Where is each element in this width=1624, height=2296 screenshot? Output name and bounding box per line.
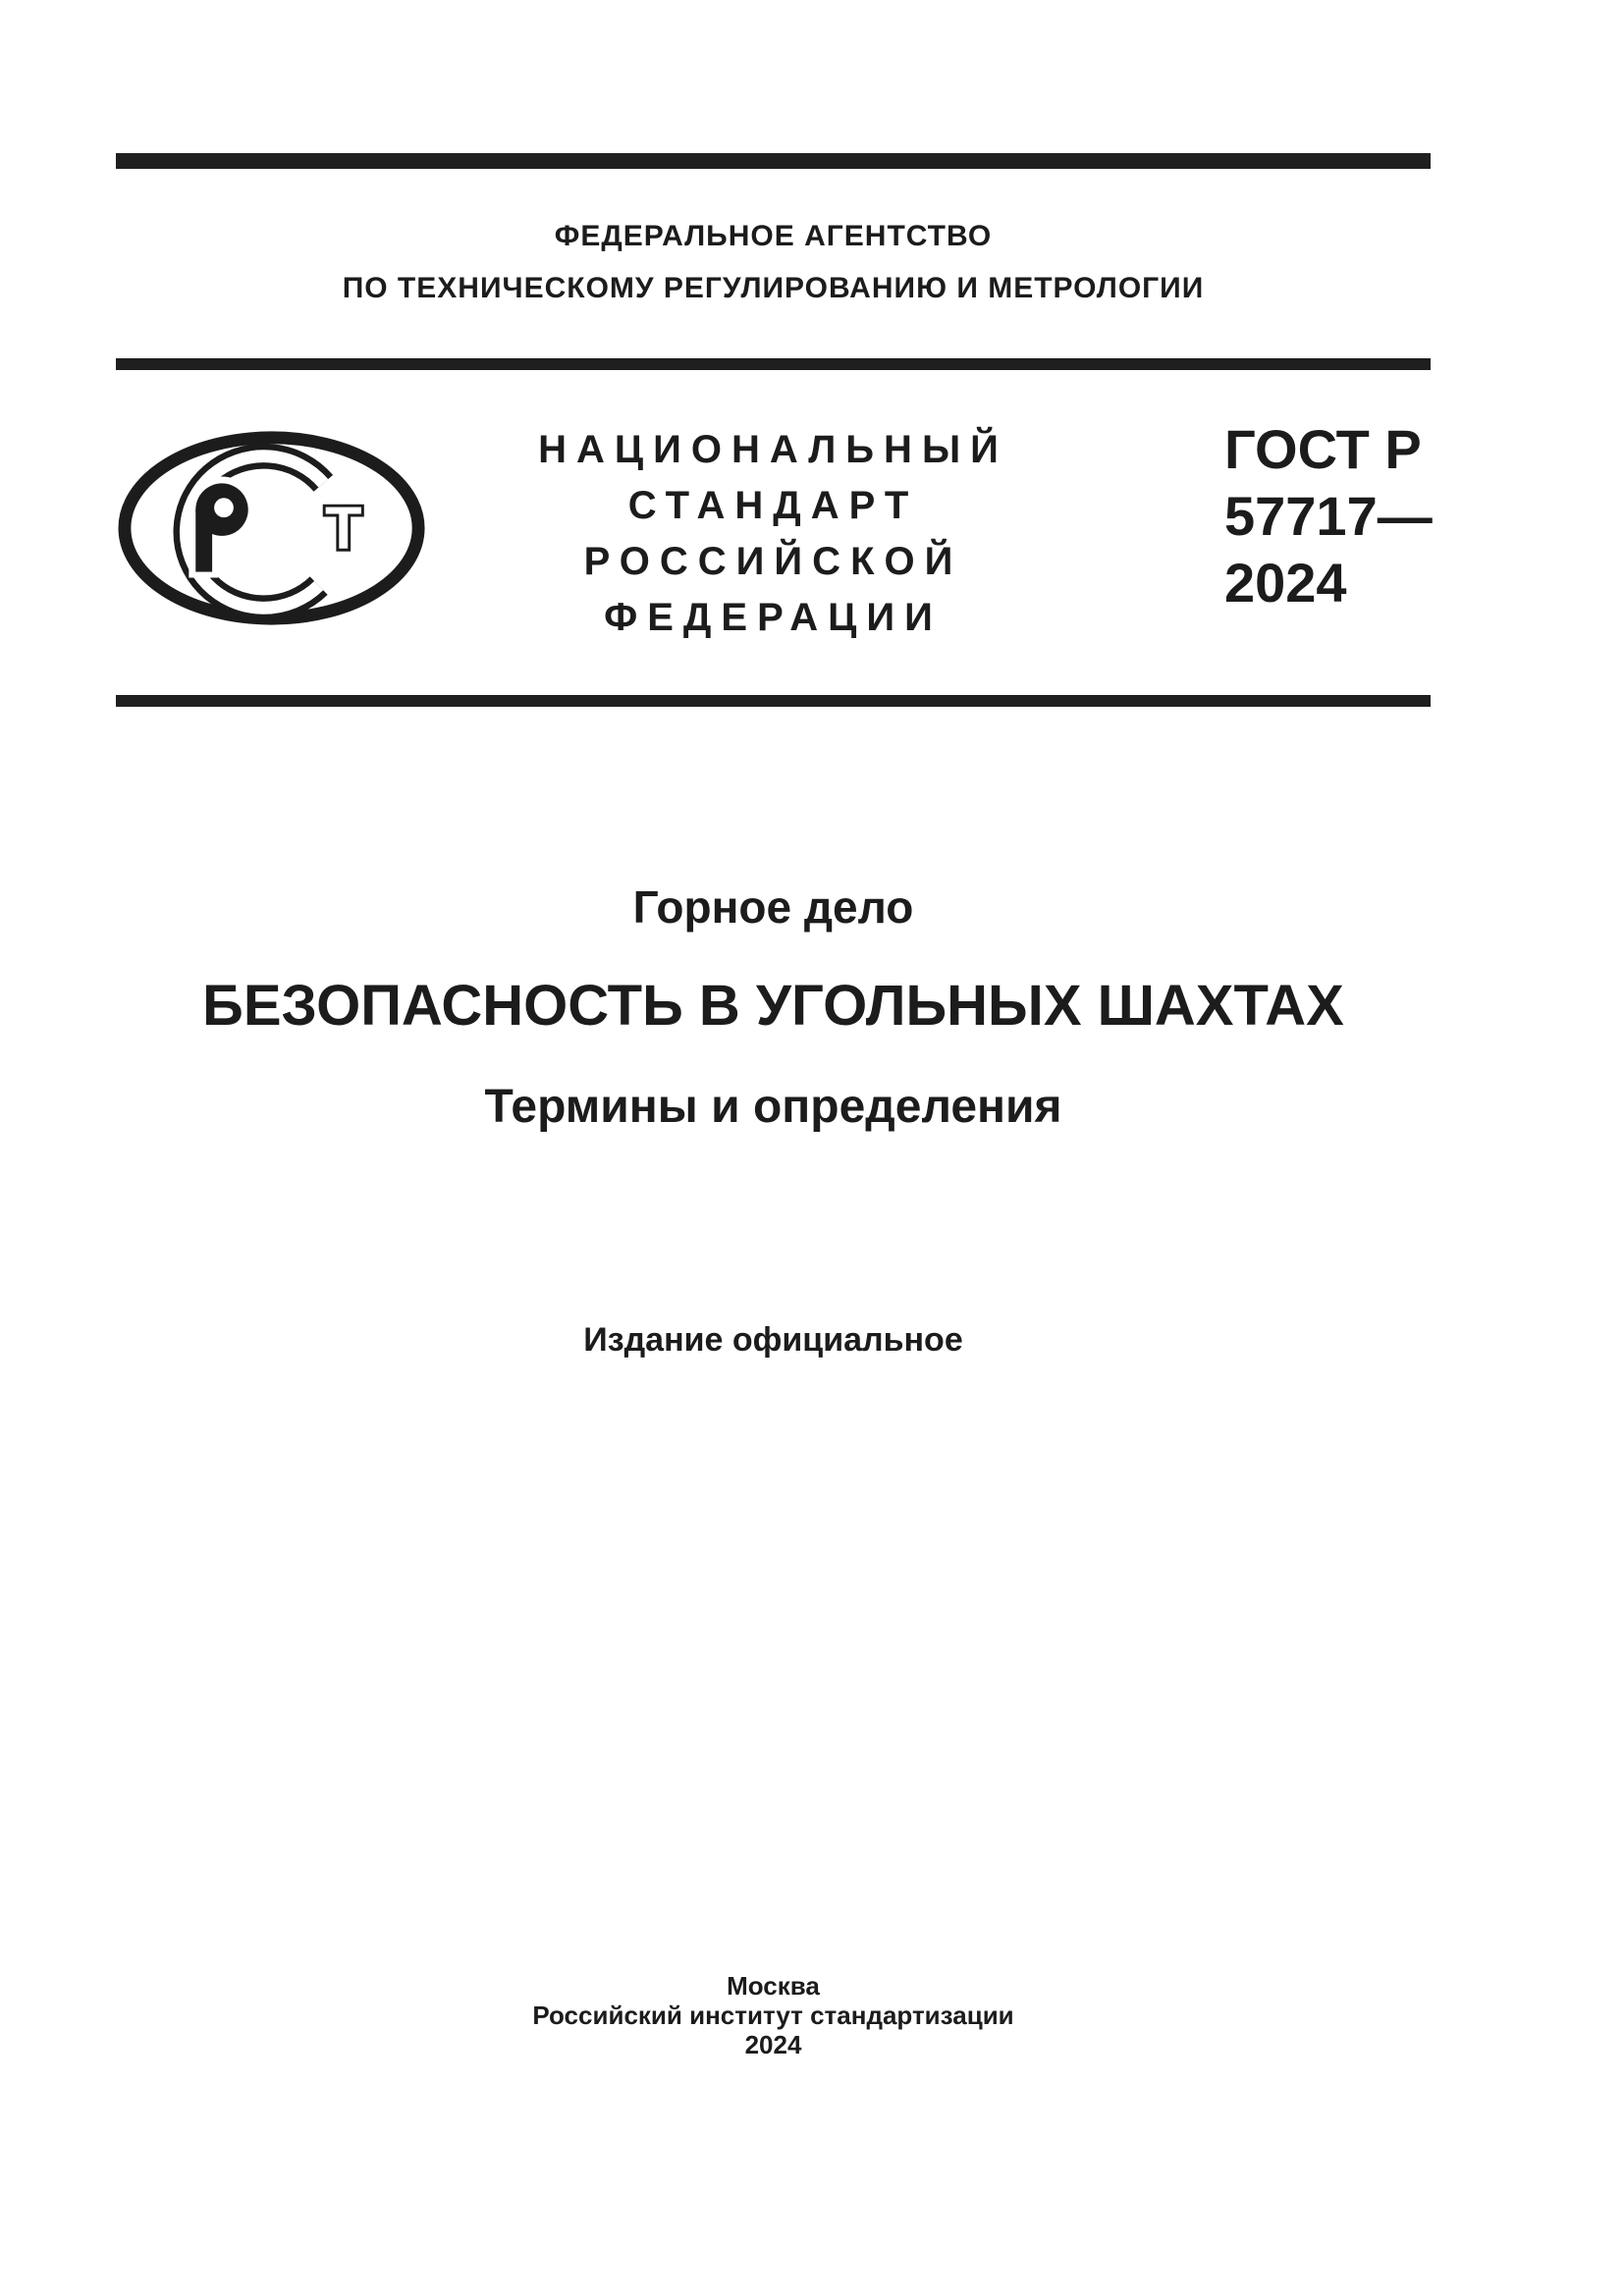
imprint-city: Москва bbox=[727, 1971, 820, 2001]
edition-note: Издание официальное bbox=[583, 1321, 963, 1359]
designation-line: ГОСТ Р bbox=[1224, 418, 1422, 480]
band-top-rule bbox=[116, 358, 1431, 370]
band-bottom-rule bbox=[116, 695, 1431, 707]
standard-designation bbox=[1224, 416, 1433, 616]
standard-type-line: НАЦИОНАЛЬНЫЙ bbox=[538, 428, 1008, 471]
imprint-publisher: Российский институт стандартизации bbox=[532, 2001, 1014, 2030]
agency-line-2: ПО ТЕХНИЧЕСКОМУ РЕГУЛИРОВАНИЮ И МЕТРОЛОГИИ bbox=[342, 272, 1205, 304]
logo-letter-t: Т bbox=[325, 494, 362, 562]
title-main: БЕЗОПАСНОСТЬ В УГОЛЬНЫХ ШАХТАХ bbox=[202, 974, 1344, 1038]
standard-type-line: РОССИЙСКОЙ bbox=[583, 540, 963, 583]
agency-line-1: ФЕДЕРАЛЬНОЕ АГЕНТСТВО bbox=[554, 220, 993, 252]
title-subtitle: Термины и определения bbox=[484, 1081, 1062, 1133]
standard-type-line: СТАНДАРТ bbox=[627, 484, 919, 527]
title-subject-group: Горное дело bbox=[632, 881, 914, 933]
imprint-year: 2024 bbox=[744, 2030, 802, 2059]
agency-header bbox=[116, 210, 1431, 314]
top-rule bbox=[116, 153, 1431, 169]
imprint-block bbox=[116, 1971, 1431, 2059]
standard-type-line: ФЕДЕРАЦИИ bbox=[604, 596, 943, 639]
designation-line: 2024 bbox=[1224, 552, 1347, 614]
designation-line: 57717— bbox=[1224, 485, 1433, 547]
